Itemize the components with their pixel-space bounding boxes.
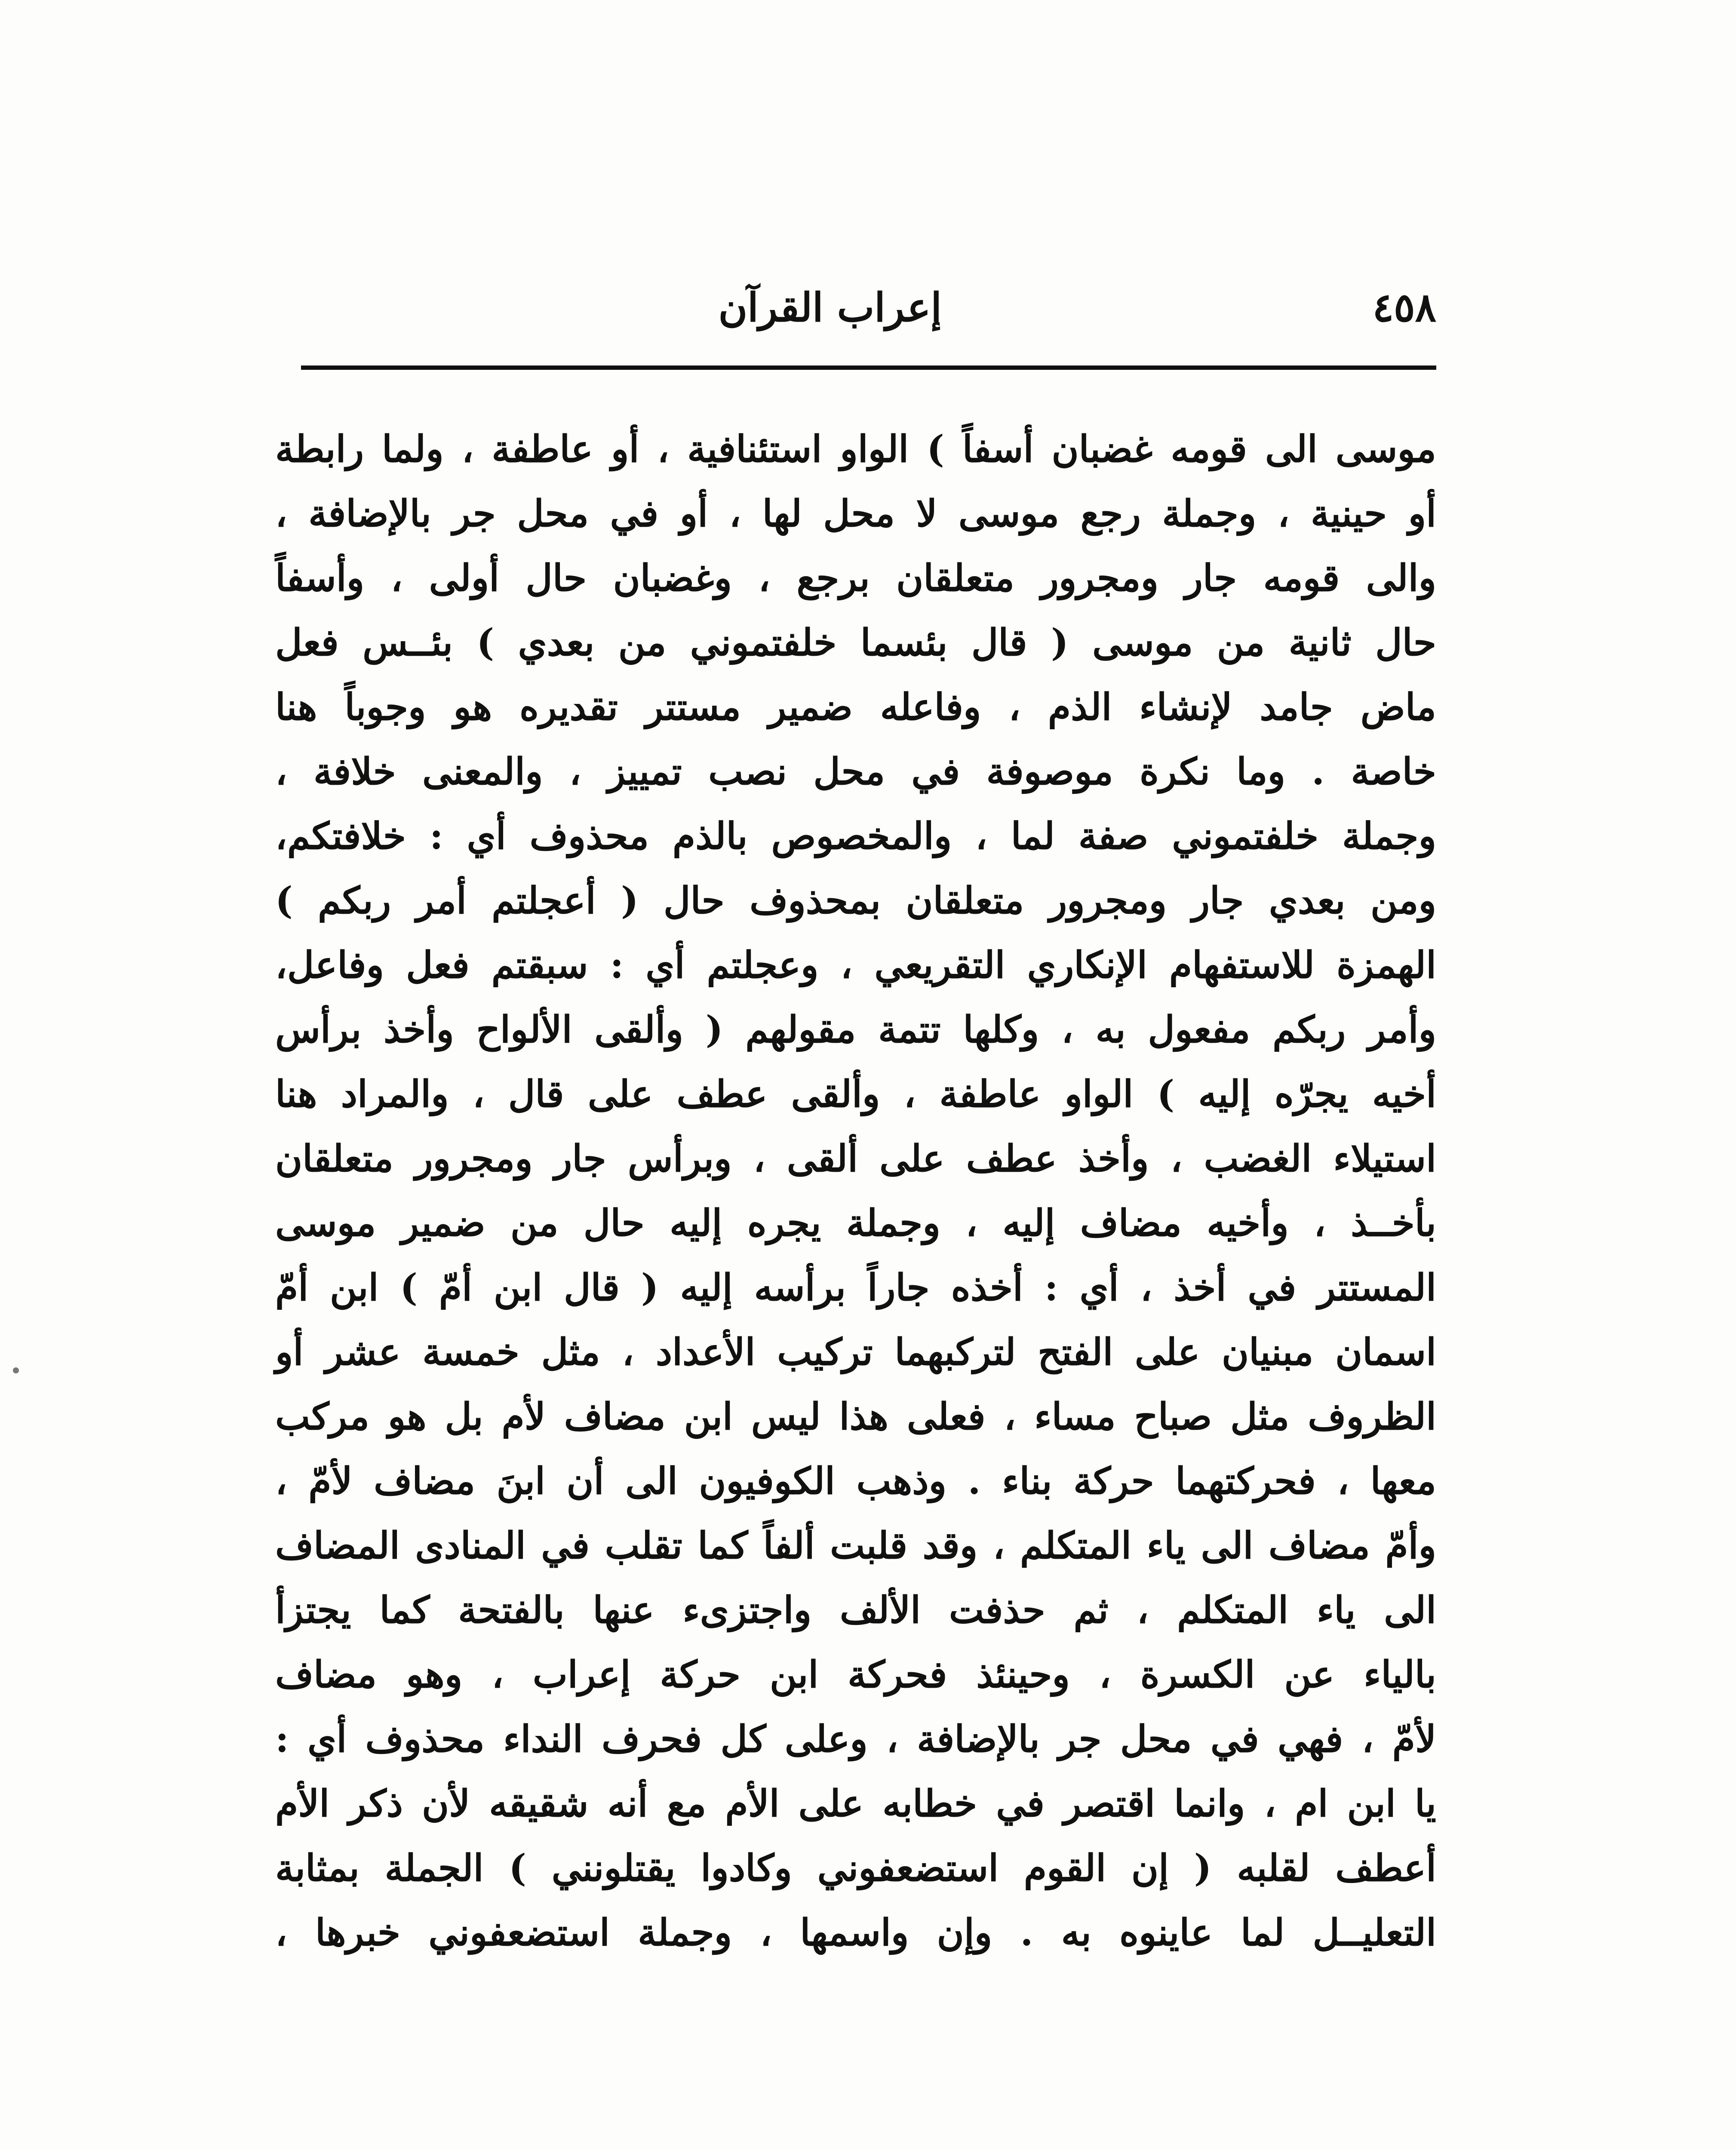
running-title: إعراب القرآن: [718, 284, 942, 331]
text-line: المستتر في أخذ ، أي : أخذه جاراً برأسه إليه ( قال ابن أمّ ) ابن أمّ: [275, 1266, 1436, 1309]
text-line: يا ابن ام ، وانما اقتصر في خطابه على الأم مع أنه شقيقه لأن ذكر الأم: [275, 1782, 1436, 1825]
text-line: استيلاء الغضب ، وأخذ عطف على ألقى ، وبرأس جار ومجرور متعلقان: [275, 1137, 1436, 1180]
text-line: حال ثانية من موسى ( قال بئسما خلفتموني من بعدي ) بئــس فعل: [275, 621, 1436, 664]
text-line: أو حينية ، وجملة رجع موسى لا محل لها ، أو في محل جر بالإضافة ،: [275, 492, 1436, 535]
text-line: موسى الى قومه غضبان أسفاً ) الواو استئنافية ، أو عاطفة ، ولما رابطة: [275, 427, 1436, 471]
text-line: أعطف لقلبه ( إن القوم استضعفوني وكادوا يقتلونني ) الجملة بمثابة: [275, 1846, 1436, 1890]
body-text: [275, 417, 1436, 1965]
text-line: معها ، فحركتهما حركة بناء . وذهب الكوفيون الى أن ابنَ مضاف لأمّ ،: [275, 1459, 1436, 1503]
page-number: ٤٥٨: [1372, 284, 1436, 331]
text-line: خاصة . وما نكرة موصوفة في محل نصب تمييز ، والمعنى خلافة ،: [275, 750, 1436, 793]
text-line: وأمر ربكم مفعول به ، وكلها تتمة مقولهم ( وألقى الألواح وأخذ برأس: [275, 1008, 1437, 1051]
text-line: ومن بعدي جار ومجرور متعلقان بمحذوف حال ( أعجلتم أمر ربكم ): [275, 879, 1436, 922]
text-line: بأخــذ ، وأخيه مضاف إليه ، وجملة يجره إليه حال من ضمير موسى: [275, 1201, 1436, 1245]
text-line: التعليــل لما عاينوه به . وإن واسمها ، وجملة استضعفوني خبرها ،: [275, 1911, 1436, 1954]
text-line: والى قومه جار ومجرور متعلقان برجع ، وغضبان حال أولى ، وأسفاً: [275, 556, 1436, 600]
text-line: لأمّ ، فهي في محل جر بالإضافة ، وعلى كل فحرف النداء محذوف أي :: [275, 1717, 1436, 1761]
scan-speck: [13, 1367, 19, 1373]
text-line: الى ياء المتكلم ، ثم حذفت الألف واجتزىء عنها بالفتحة كما يجتزأ: [275, 1588, 1436, 1632]
page-header: [301, 275, 1436, 340]
text-line: اسمان مبنيان على الفتح لتركبهما تركيب الأعداد ، مثل خمسة عشر أو: [275, 1330, 1436, 1374]
header-rule: [301, 366, 1436, 370]
text-line: الظروف مثل صباح مساء ، فعلى هذا ليس ابن مضاف لأم بل هو مركب: [275, 1395, 1436, 1438]
text-line: بالياء عن الكسرة ، وحينئذ فحركة ابن حركة إعراب ، وهو مضاف: [275, 1653, 1436, 1696]
text-line: الهمزة للاستفهام الإنكاري التقريعي ، وعجلتم أي : سبقتم فعل وفاعل،: [275, 943, 1436, 987]
text-line: وجملة خلفتموني صفة لما ، والمخصوص بالذم محذوف أي : خلافتكم،: [275, 814, 1436, 858]
text-line: ماض جامد لإنشاء الذم ، وفاعله ضمير مستتر تقديره هو وجوباً هنا: [275, 685, 1436, 729]
text-line: وأمّ مضاف الى ياء المتكلم ، وقد قلبت ألفاً كما تقلب في المنادى المضاف: [275, 1524, 1436, 1567]
text-line: أخيه يجرّه إليه ) الواو عاطفة ، وألقى عطف على قال ، والمراد هنا: [275, 1072, 1436, 1116]
